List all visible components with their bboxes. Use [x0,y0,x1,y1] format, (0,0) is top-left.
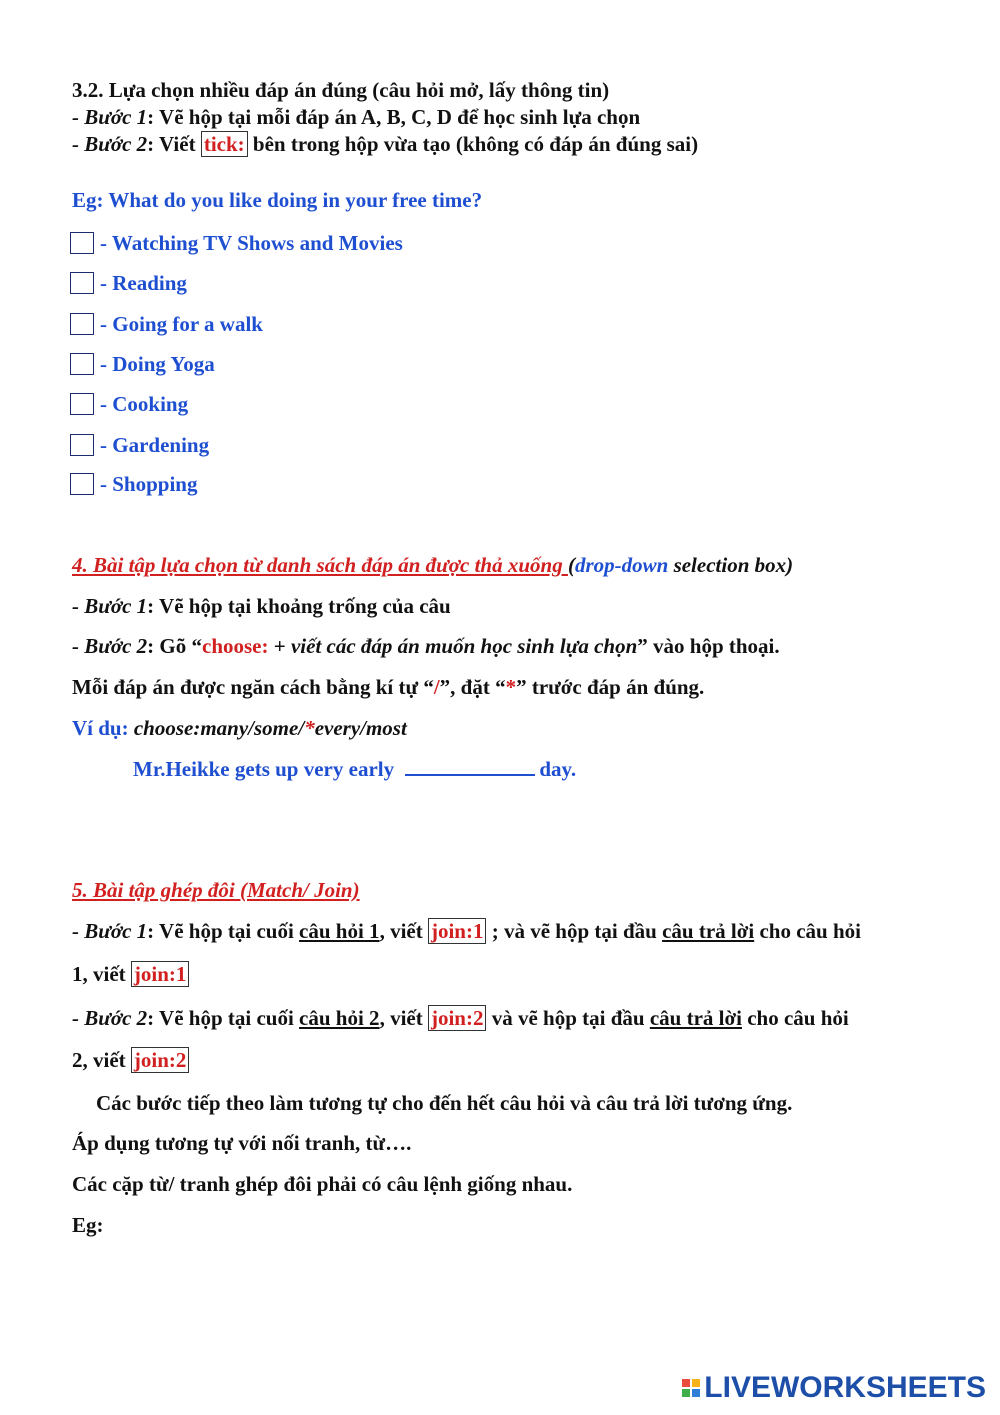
checkbox[interactable] [70,393,94,415]
section-4-step1 [72,593,451,619]
section-4-heading [72,552,793,578]
step-italic: viết các đáp án muốn học sinh lựa chọn [290,634,638,658]
heading-blue: drop-down [574,553,669,577]
section-3-2-step2 [72,131,698,157]
example-choose [72,715,407,741]
question-ref: câu hỏi 2 [299,1006,380,1030]
example-sentence [133,756,576,782]
heading-paren: ( [567,553,575,577]
step-text: ” vào hộp thoại. [637,634,780,658]
note-pairs: Các cặp từ/ tranh ghép đôi phải có câu lệnh giống nhau. [72,1172,573,1196]
step-text: : Vẽ hộp tại cuối [147,1006,300,1030]
step-text: 1, viết [72,962,131,986]
step-label: - Bước 1 [72,105,148,129]
checkbox[interactable] [70,232,94,254]
star-char: * [505,675,517,699]
option-row[interactable] [70,230,403,256]
step-text: cho câu hỏi [741,1006,849,1030]
step-text: cho câu hỏi [754,919,861,943]
heading-tail: selection box) [668,553,794,577]
option-label: - Going for a walk [100,311,263,336]
example-code: every/most [314,716,407,740]
logo-square [682,1389,690,1397]
step-label: - Bước 1 [72,594,148,618]
dropdown-blank[interactable] [405,756,535,776]
section-5-step1 [72,918,861,944]
eg-label: Eg: [72,1213,104,1237]
join-code-box: join:1 [428,918,487,944]
step-label: - Bước 1 [72,919,148,943]
section-4-step2 [72,633,780,659]
step-label: - Bước 2 [72,132,148,156]
step-label: - Bước 2 [72,1006,148,1030]
logo-mark-icon [682,1379,700,1397]
example-star: * [304,716,315,740]
choose-code: choose: [202,634,269,658]
step-text: , viết [379,1006,428,1030]
heading-red: 4. Bài tập lựa chọn từ danh sách đáp án được thả xuống [72,553,568,577]
step-text: + [268,634,291,658]
rule-text: ”, đặt “ [439,675,506,699]
step-text: ; và vẽ hộp tại đầu [486,919,663,943]
answer-ref: câu trả lời [662,919,755,943]
option-row[interactable] [70,351,215,377]
option-label: - Doing Yoga [100,351,215,376]
step-label: - Bước 2 [72,634,148,658]
logo-square [692,1379,700,1387]
step-text: và vẽ hộp tại đầu [486,1006,650,1030]
join-code-box: join:2 [131,1047,190,1073]
logo-text: LIVEWORKSHEETS [704,1371,986,1404]
note-apply: Áp dụng tương tự với nối tranh, từ…. [72,1131,412,1155]
rule-text: Mỗi đáp án được ngăn cách bằng kí tự “ [72,675,434,699]
step-text: : Vẽ hộp tại mỗi đáp án A, B, C, D để học sinh lựa chọn [147,105,641,129]
tick-code-box: tick: [201,131,248,157]
section-5-heading: 5. Bài tập ghép đôi (Match/ Join) [72,878,360,902]
option-label: - Watching TV Shows and Movies [100,230,403,255]
option-row[interactable] [70,432,209,458]
checkbox[interactable] [70,313,94,335]
step-text: : Vẽ hộp tại khoảng trống của câu [147,594,451,618]
checkbox[interactable] [70,272,94,294]
example-code: choose:many/some/ [133,716,305,740]
step-text: , viết [379,919,428,943]
option-label: - Cooking [100,391,189,416]
option-label: - Gardening [100,432,210,457]
example-question: Eg: What do you like doing in your free time? [72,188,483,212]
logo-square [682,1379,690,1387]
section-3-2-step1 [72,104,640,130]
separator-rule [72,674,704,700]
sentence-text: day. [539,757,577,781]
checkbox[interactable] [70,434,94,456]
question-ref: câu hỏi 1 [299,919,380,943]
option-label: - Reading [100,270,187,295]
checkbox[interactable] [70,473,94,495]
note-continue: Các bước tiếp theo làm tương tự cho đến hết câu hỏi và câu trả lời tương ứng. [96,1091,793,1115]
checkbox[interactable] [70,353,94,375]
step-text: : Vẽ hộp tại cuối [147,919,300,943]
option-row[interactable] [70,270,187,296]
section-5-step2-cont [72,1047,189,1073]
slash-char: / [433,675,440,699]
liveworksheets-logo [682,1371,986,1405]
sentence-text: Mr.Heikke gets up very early [133,757,400,781]
option-row[interactable] [70,311,263,337]
section-5-step1-cont [72,961,189,987]
step-text: 2, viết [72,1048,131,1072]
section-3-2-heading: 3.2. Lựa chọn nhiều đáp án đúng (câu hỏi mở, lấy thông tin) [72,78,610,102]
join-code-box: join:1 [131,961,190,987]
option-row[interactable] [70,471,197,497]
join-code-box: join:2 [428,1005,487,1031]
answer-ref: câu trả lời [649,1006,742,1030]
option-row[interactable] [70,391,188,417]
option-label: - Shopping [100,471,198,496]
step-text: : Viết [147,132,201,156]
rule-text: ” trước đáp án đúng. [516,675,705,699]
step-text: bên trong hộp vừa tạo (không có đáp án đúng sai) [247,132,699,156]
example-label: Ví dụ: [72,716,134,740]
section-5-step2 [72,1005,849,1031]
logo-square [692,1389,700,1397]
step-text: : Gõ “ [147,634,202,658]
